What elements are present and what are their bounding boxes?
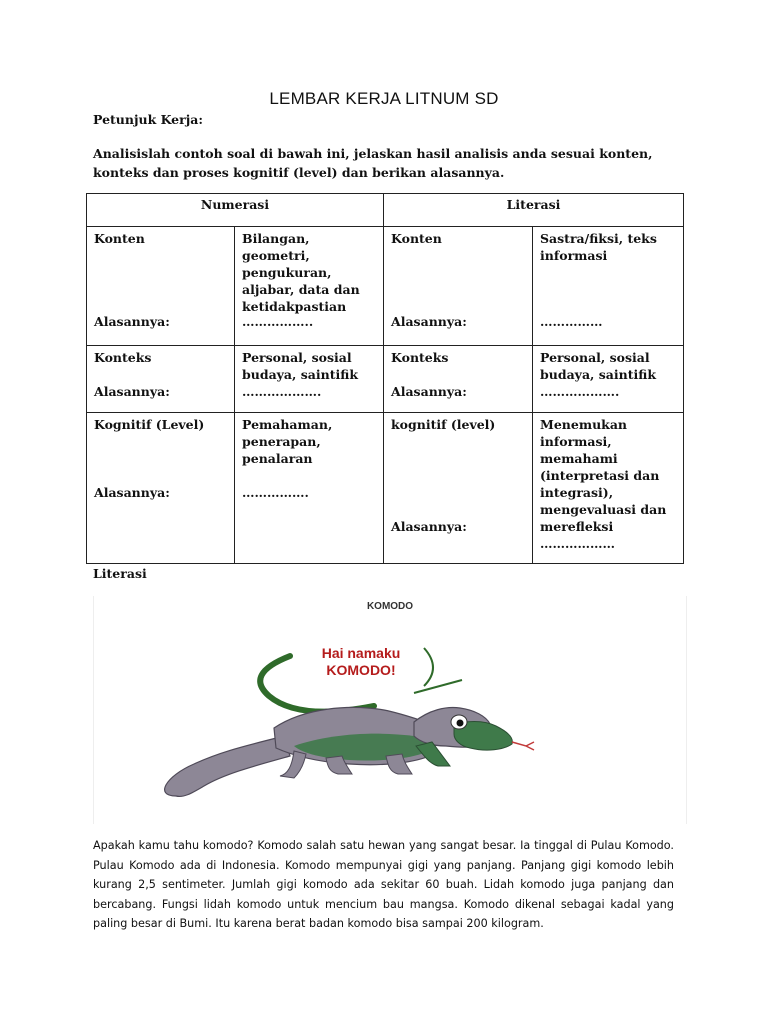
speech-text: Hai namaku KOMODO! bbox=[321, 645, 401, 678]
row-label: Konten bbox=[94, 231, 145, 246]
reason-label: Alasannya: bbox=[94, 314, 170, 329]
reason-value: …………… bbox=[540, 314, 603, 329]
section-label: Literasi bbox=[93, 566, 147, 581]
row-value: Pemahaman, penerapan, penalaran bbox=[242, 417, 333, 466]
row-value: Sastra/fiksi, teks informasi bbox=[540, 231, 657, 263]
reason-label: Alasannya: bbox=[94, 384, 170, 399]
row-value: Personal, sosial budaya, saintifik bbox=[540, 350, 656, 382]
reason-value: …………….. bbox=[242, 314, 314, 329]
table-row bbox=[87, 413, 684, 564]
komodo-tongue bbox=[512, 742, 534, 750]
reason-value: ……………… bbox=[540, 536, 616, 551]
row-label: Konten bbox=[391, 231, 442, 246]
row-label: Konteks bbox=[94, 350, 152, 365]
speech-bubble-tail bbox=[414, 680, 462, 693]
header-numerasi: Numerasi bbox=[87, 194, 384, 227]
instructions-text: Analisislah contoh soal di bawah ini, jelaskan hasil analisis anda sesuai konten, konteks dan proses kognitif (level) dan berikan alasannya. bbox=[93, 146, 653, 180]
komodo-illustration bbox=[93, 596, 687, 824]
komodo-tail bbox=[165, 736, 290, 796]
reason-label: Alasannya: bbox=[391, 384, 467, 399]
instructions-heading: Petunjuk Kerja: bbox=[93, 112, 203, 127]
reason-value: ……………. bbox=[242, 485, 309, 500]
row-label: Kognitif (Level) bbox=[94, 417, 205, 432]
row-value: Personal, sosial budaya, saintifik bbox=[242, 350, 358, 382]
table-row bbox=[87, 346, 684, 413]
header-literasi: Literasi bbox=[384, 194, 684, 227]
reason-label: Alasannya: bbox=[391, 314, 467, 329]
row-label: Konteks bbox=[391, 350, 449, 365]
reason-label: Alasannya: bbox=[94, 485, 170, 500]
reason-value: ………………. bbox=[242, 384, 322, 399]
reason-label: Alasannya: bbox=[391, 519, 467, 534]
image-caption: KOMODO bbox=[366, 601, 414, 612]
row-label: kognitif (level) bbox=[391, 417, 496, 432]
page-title: LEMBAR KERJA LITNUM SD bbox=[269, 89, 499, 108]
row-value: Menemukan informasi, memahami (interpretasi dan integrasi), mengevaluasi dan merefleksi bbox=[540, 417, 667, 534]
reason-value: ………………. bbox=[540, 384, 620, 399]
row-value: Bilangan, geometri, pengukuran, aljabar, data dan ketidakpastian bbox=[242, 231, 360, 314]
story-paragraph: Apakah kamu tahu komodo? Komodo salah satu hewan yang sangat besar. Ia tinggal di Pulau Komodo. Pulau Komodo ada di Indonesia. Komodo mempunyai gigi yang panjang. Panjang gigi komodo lebih kurang 2,5 sentimeter. Jumlah gigi komodo ada sekitar 60 buah. Lidah komodo juga panjang dan bercabang. Fungsi lidah komodo untuk mencium bau mangsa. Komodo dikenal sebagai kadal yang paling besar di Bumi. Itu karena berat badan komodo bisa sampai 200 kilogram. bbox=[93, 839, 674, 930]
komodo-pupil bbox=[457, 720, 464, 727]
table-row bbox=[87, 227, 684, 346]
komodo-drawing bbox=[94, 596, 686, 824]
analysis-table bbox=[86, 193, 684, 564]
